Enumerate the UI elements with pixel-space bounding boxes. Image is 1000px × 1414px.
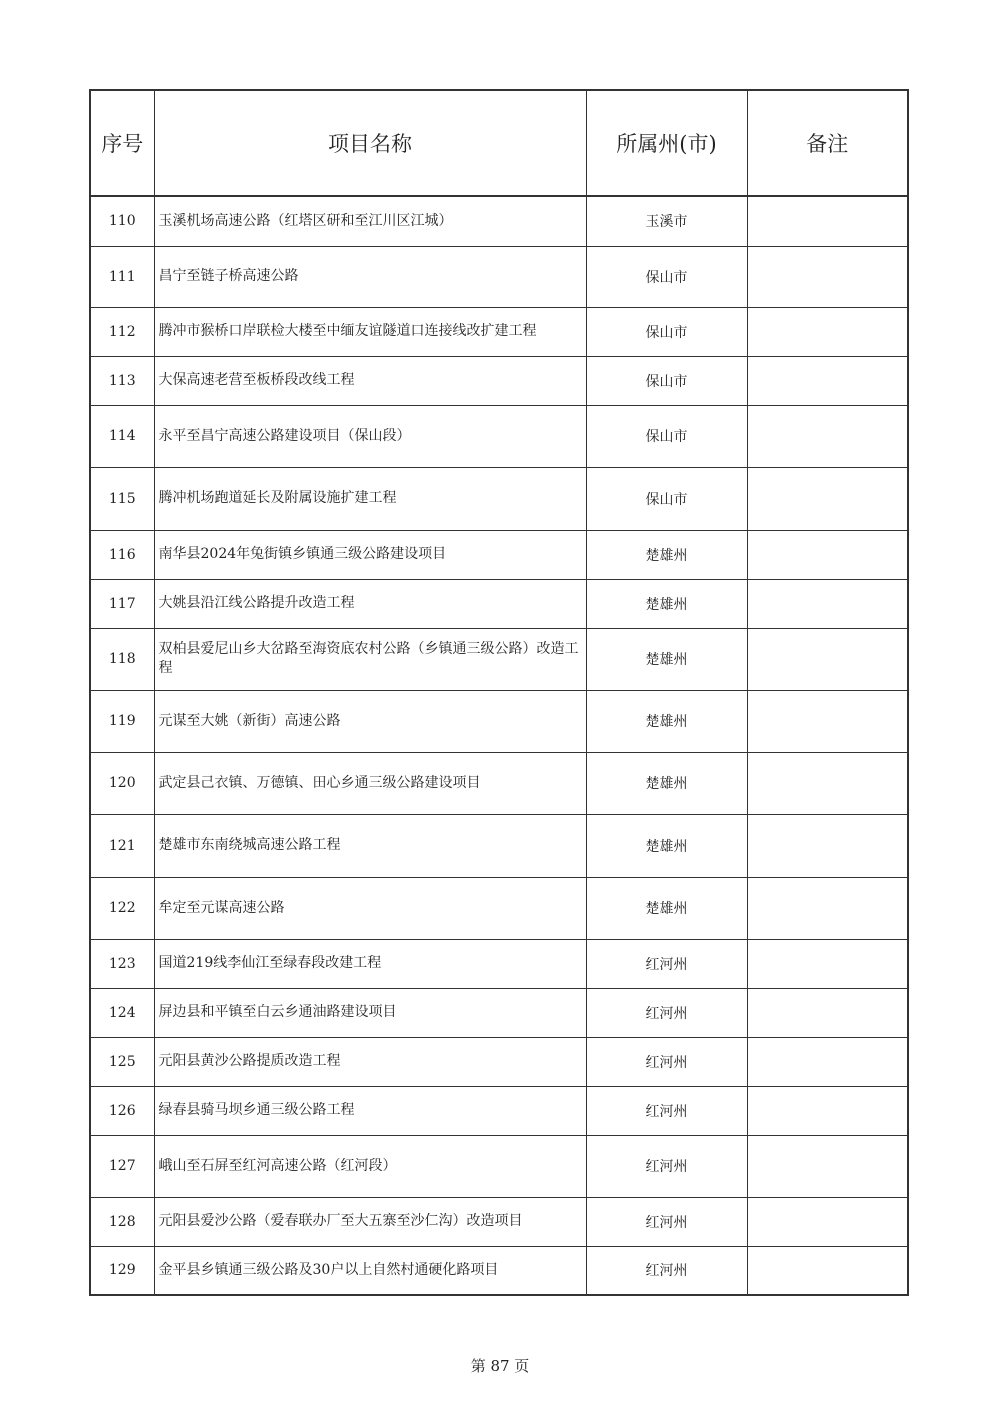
page-number: 第 87 页 (470, 1357, 530, 1375)
row-note (747, 530, 908, 579)
row-project-name: 腾冲市猴桥口岸联检大楼至中缅友谊隧道口连接线改扩建工程 (154, 307, 586, 356)
row-project-name: 元阳县黄沙公路提质改造工程 (154, 1037, 586, 1086)
table-row (90, 877, 908, 939)
table-row (90, 1246, 908, 1295)
row-project-name: 元谋至大姚（新街）高速公路 (154, 690, 586, 752)
header-note: 备注 (747, 90, 908, 196)
row-project-name: 峨山至石屏至红河高速公路（红河段） (154, 1135, 586, 1197)
row-region: 楚雄州 (586, 690, 747, 752)
row-project-name: 牟定至元谋高速公路 (154, 877, 586, 939)
row-note (747, 467, 908, 530)
row-note (747, 814, 908, 877)
row-project-name: 昌宁至链子桥高速公路 (154, 246, 586, 307)
row-number: 113 (90, 356, 154, 405)
table-row (90, 1135, 908, 1197)
row-number: 110 (90, 196, 154, 246)
row-note (747, 877, 908, 939)
row-note (747, 939, 908, 988)
row-number: 121 (90, 814, 154, 877)
row-region: 保山市 (586, 467, 747, 530)
row-project-name: 双柏县爱尼山乡大岔路至海资底农村公路（乡镇通三级公路）改造工程 (154, 628, 586, 690)
row-number: 119 (90, 690, 154, 752)
row-region: 楚雄州 (586, 752, 747, 814)
row-note (747, 356, 908, 405)
row-note (747, 1037, 908, 1086)
row-project-name: 金平县乡镇通三级公路及30户以上自然村通硬化路项目 (154, 1246, 586, 1295)
table-row (90, 246, 908, 307)
table-row (90, 628, 908, 690)
row-note (747, 196, 908, 246)
header-region: 所属州(市) (586, 90, 747, 196)
row-number: 123 (90, 939, 154, 988)
row-project-name: 大保高速老营至板桥段改线工程 (154, 356, 586, 405)
row-note (747, 1246, 908, 1295)
row-note (747, 405, 908, 467)
table-row (90, 752, 908, 814)
row-region: 楚雄州 (586, 579, 747, 628)
table-row (90, 988, 908, 1037)
row-project-name: 国道219线李仙江至绿春段改建工程 (154, 939, 586, 988)
row-project-name: 南华县2024年兔街镇乡镇通三级公路建设项目 (154, 530, 586, 579)
table-row (90, 939, 908, 988)
table-row (90, 1197, 908, 1246)
row-note (747, 307, 908, 356)
row-note (747, 1135, 908, 1197)
row-region: 保山市 (586, 405, 747, 467)
row-region: 玉溪市 (586, 196, 747, 246)
row-region: 红河州 (586, 988, 747, 1037)
table-row (90, 196, 908, 246)
row-number: 114 (90, 405, 154, 467)
row-number: 120 (90, 752, 154, 814)
row-region: 楚雄州 (586, 814, 747, 877)
row-number: 126 (90, 1086, 154, 1135)
row-note (747, 579, 908, 628)
row-number: 125 (90, 1037, 154, 1086)
table-header-row (90, 90, 908, 196)
row-note (747, 246, 908, 307)
project-table (89, 89, 909, 1296)
table-body (90, 196, 908, 1295)
table-row (90, 690, 908, 752)
row-project-name: 腾冲机场跑道延长及附属设施扩建工程 (154, 467, 586, 530)
row-region: 楚雄州 (586, 877, 747, 939)
header-no: 序号 (90, 90, 154, 196)
row-number: 112 (90, 307, 154, 356)
row-project-name: 武定县己衣镇、万德镇、田心乡通三级公路建设项目 (154, 752, 586, 814)
row-number: 118 (90, 628, 154, 690)
row-project-name: 楚雄市东南绕城高速公路工程 (154, 814, 586, 877)
row-project-name: 绿春县骑马坝乡通三级公路工程 (154, 1086, 586, 1135)
row-region: 红河州 (586, 1197, 747, 1246)
row-region: 保山市 (586, 246, 747, 307)
table-row (90, 1086, 908, 1135)
row-region: 红河州 (586, 1135, 747, 1197)
table-row (90, 405, 908, 467)
row-project-name: 永平至昌宁高速公路建设项目（保山段） (154, 405, 586, 467)
table-row (90, 356, 908, 405)
row-number: 117 (90, 579, 154, 628)
row-note (747, 690, 908, 752)
row-number: 111 (90, 246, 154, 307)
row-note (747, 752, 908, 814)
table-row (90, 579, 908, 628)
row-number: 116 (90, 530, 154, 579)
row-project-name: 屏边县和平镇至白云乡通油路建设项目 (154, 988, 586, 1037)
row-note (747, 1086, 908, 1135)
row-region: 保山市 (586, 307, 747, 356)
row-region: 红河州 (586, 939, 747, 988)
row-note (747, 988, 908, 1037)
row-number: 124 (90, 988, 154, 1037)
row-project-name: 元阳县爱沙公路（爱春联办厂至大五寨至沙仁沟）改造项目 (154, 1197, 586, 1246)
row-note (747, 1197, 908, 1246)
row-project-name: 大姚县沿江线公路提升改造工程 (154, 579, 586, 628)
table-row (90, 467, 908, 530)
row-number: 122 (90, 877, 154, 939)
table-row (90, 307, 908, 356)
row-number: 128 (90, 1197, 154, 1246)
table-row (90, 814, 908, 877)
table-row (90, 530, 908, 579)
row-region: 红河州 (586, 1246, 747, 1295)
table-row (90, 1037, 908, 1086)
row-number: 129 (90, 1246, 154, 1295)
row-region: 红河州 (586, 1037, 747, 1086)
row-region: 楚雄州 (586, 530, 747, 579)
row-project-name: 玉溪机场高速公路（红塔区研和至江川区江城） (154, 196, 586, 246)
row-note (747, 628, 908, 690)
row-number: 127 (90, 1135, 154, 1197)
row-region: 保山市 (586, 356, 747, 405)
row-number: 115 (90, 467, 154, 530)
header-project-name: 项目名称 (154, 90, 586, 196)
row-region: 红河州 (586, 1086, 747, 1135)
row-region: 楚雄州 (586, 628, 747, 690)
